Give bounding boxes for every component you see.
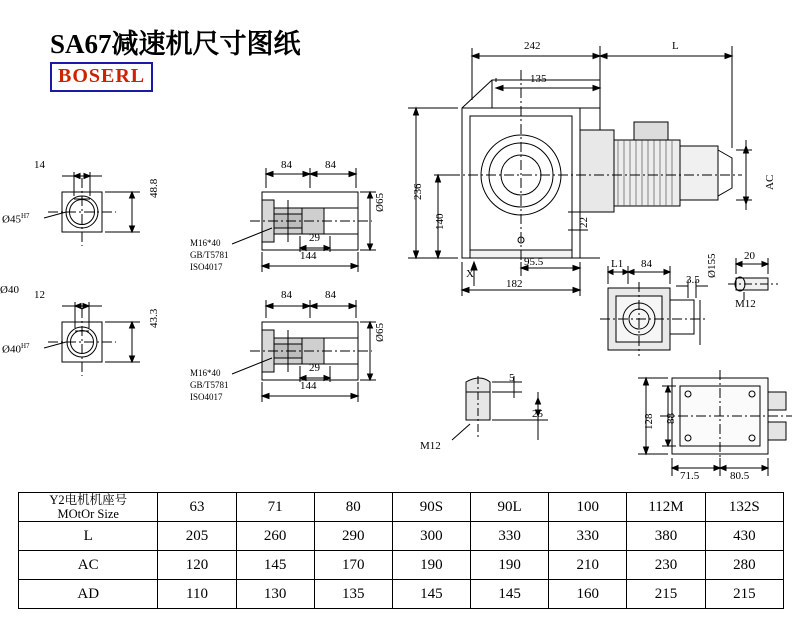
plug-view-right xyxy=(728,258,778,300)
dim-shaft-lower-dia: Ø65 xyxy=(374,323,386,342)
table-cell: 145 xyxy=(471,580,549,609)
table-row-label: AD xyxy=(19,580,158,609)
dim-main-182: 182 xyxy=(506,278,523,290)
dim-shaft-lower-84a: 84 xyxy=(281,289,292,301)
dim-left-view2-top: 12 xyxy=(34,289,45,301)
table-cell: 280 xyxy=(705,551,783,580)
dim-aux-88: 88 xyxy=(665,413,677,424)
dim-main-95-5: 95.5 xyxy=(524,256,544,268)
left-view-1 xyxy=(44,172,140,246)
note-bolt-upper-1: M16*40 xyxy=(190,238,221,248)
dim-aux-20: 20 xyxy=(744,250,755,262)
dim-left-view1-under: Ø40 xyxy=(0,284,19,296)
page-title: SA67减速机尺寸图纸 xyxy=(50,29,301,59)
note-bolt-upper-3: ISO4017 xyxy=(190,262,223,272)
table-header-label-cn: Y2电机机座号 xyxy=(49,493,128,507)
dim-aux-25: 25 xyxy=(532,408,543,420)
table-cell: 170 xyxy=(314,551,392,580)
dim-shaft-upper-84a: 84 xyxy=(281,159,292,171)
dim-left-view2-bore: $Ø40^{H7}$ xyxy=(2,342,30,356)
table-column-header: 71 xyxy=(236,493,314,522)
table-cell: 260 xyxy=(236,522,314,551)
table-column-header: 100 xyxy=(549,493,627,522)
dim-shaft-lower-84b: 84 xyxy=(325,289,336,301)
dim-aux-3-5: 3.5 xyxy=(686,274,700,286)
note-bolt-lower-1: M16*40 xyxy=(190,368,221,378)
table-cell: 205 xyxy=(158,522,236,551)
dim-left-view1-bore: $Ø45^{H7}$ xyxy=(2,212,30,226)
table-header-label xyxy=(19,493,158,522)
spec-table-body xyxy=(19,493,784,609)
table-row-label: L xyxy=(19,522,158,551)
table-cell: 230 xyxy=(627,551,705,580)
table-row xyxy=(19,551,784,580)
dim-aux-128: 128 xyxy=(643,413,655,430)
dim-main-L: L xyxy=(672,40,679,52)
dim-aux-84: 84 xyxy=(641,258,652,270)
table-cell: 135 xyxy=(314,580,392,609)
dim-aux-155: Ø155 xyxy=(706,253,718,278)
dim-shaft-upper-29: 29 xyxy=(309,232,320,244)
left-view-2 xyxy=(44,302,140,376)
table-column-header: 112M xyxy=(627,493,705,522)
dim-main-135: 135 xyxy=(530,73,547,85)
table-column-header: 90S xyxy=(392,493,470,522)
dim-shaft-upper-84b: 84 xyxy=(325,159,336,171)
dim-left-view2-side: 43.3 xyxy=(148,308,160,328)
dim-aux-5: 5 xyxy=(509,372,515,384)
dim-main-22: 22 xyxy=(578,217,590,228)
table-cell: 190 xyxy=(392,551,470,580)
table-column-header: 80 xyxy=(314,493,392,522)
brand-logo-text: BOSERL xyxy=(58,65,146,87)
dim-shaft-lower-29: 29 xyxy=(309,362,320,374)
spec-table xyxy=(18,492,784,609)
table-row xyxy=(19,522,784,551)
dim-aux-L1: L1 xyxy=(611,258,624,270)
table-cell: 145 xyxy=(236,551,314,580)
dim-left-view1-top: 14 xyxy=(34,159,45,171)
dim-aux-80-5: 80.5 xyxy=(730,470,750,482)
main-assembly-view xyxy=(408,46,752,296)
table-cell: 145 xyxy=(392,580,470,609)
table-cell: 120 xyxy=(158,551,236,580)
dim-main-AC: AC xyxy=(764,174,776,190)
label-section-x: X xyxy=(466,268,474,280)
table-cell: 215 xyxy=(627,580,705,609)
table-cell: 190 xyxy=(471,551,549,580)
table-cell: 290 xyxy=(314,522,392,551)
table-column-header: 132S xyxy=(705,493,783,522)
dim-shaft-upper-dia: Ø65 xyxy=(374,193,386,212)
table-cell: 110 xyxy=(158,580,236,609)
table-cell: 215 xyxy=(705,580,783,609)
table-header-row xyxy=(19,493,784,522)
table-row xyxy=(19,580,784,609)
table-cell: 330 xyxy=(471,522,549,551)
note-bolt-upper-2: GB/T5781 xyxy=(190,250,229,260)
dim-shaft-lower-144: 144 xyxy=(300,380,317,392)
dim-main-242: 242 xyxy=(524,40,541,52)
table-cell: 380 xyxy=(627,522,705,551)
table-column-header: 63 xyxy=(158,493,236,522)
table-cell: 430 xyxy=(705,522,783,551)
dim-main-140: 140 xyxy=(434,213,446,230)
table-cell: 130 xyxy=(236,580,314,609)
note-bolt-lower-2: GB/T5781 xyxy=(190,380,229,390)
dim-aux-71-5: 71.5 xyxy=(680,470,700,482)
table-cell: 300 xyxy=(392,522,470,551)
dim-shaft-upper-144: 144 xyxy=(300,250,317,262)
dim-main-236: 236 xyxy=(412,183,424,200)
table-cell: 160 xyxy=(549,580,627,609)
table-column-header: 90L xyxy=(471,493,549,522)
dim-aux-m12-right: M12 xyxy=(735,298,756,310)
dim-aux-m12-bottom: M12 xyxy=(420,440,441,452)
table-row-label: AC xyxy=(19,551,158,580)
table-cell: 330 xyxy=(549,522,627,551)
base-view xyxy=(638,370,792,476)
dim-left-view1-side: 48.8 xyxy=(148,178,160,198)
note-bolt-lower-3: ISO4017 xyxy=(190,392,223,402)
table-cell: 210 xyxy=(549,551,627,580)
table-header-label-en: MOtOr Size xyxy=(57,507,119,521)
